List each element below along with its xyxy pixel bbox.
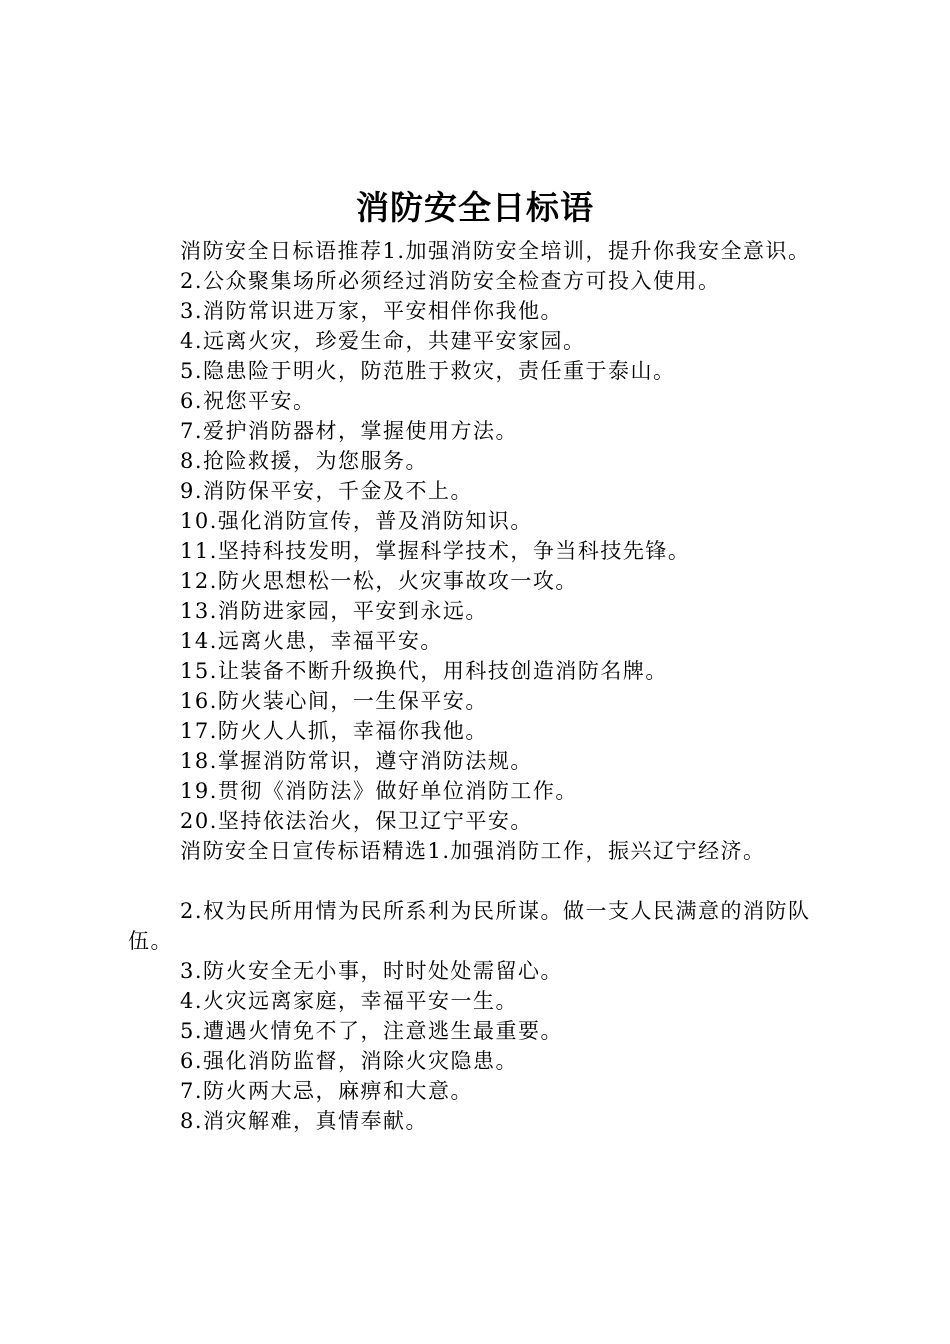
slogan-item: 20.坚持依法治火，保卫辽宁平安。 xyxy=(180,809,533,833)
slogan-item: 3.防火安全无小事，时时处处需留心。 xyxy=(180,959,564,983)
slogan-item: 9.消防保平安，千金及不上。 xyxy=(180,479,474,503)
slogan-item: 4.火灾远离家庭，幸福平安一生。 xyxy=(180,989,519,1013)
slogan-item: 8.抢险救援，为您服务。 xyxy=(180,449,429,473)
slogan-item: 11.坚持科技发明，掌握科学技术，争当科技先锋。 xyxy=(180,539,691,563)
document-body xyxy=(128,236,838,1136)
slogan-item: 4.远离火灾，珍爱生命，共建平安家园。 xyxy=(180,329,586,353)
slogan-item: 18.掌握消防常识，遵守消防法规。 xyxy=(180,749,533,773)
slogan-item: 13.消防进家园，平安到永远。 xyxy=(180,599,488,623)
slogan-item: 6.祝您平安。 xyxy=(180,389,316,413)
document-title: 消防安全日标语 xyxy=(356,188,594,227)
slogan-item: 15.让装备不断升级换代，用科技创造消防名牌。 xyxy=(180,659,668,683)
slogan-item: 17.防火人人抓，幸福你我他。 xyxy=(180,719,488,743)
slogan-item: 7.防火两大忌，麻痹和大意。 xyxy=(180,1079,474,1103)
slogan-item: 6.强化消防监督，消除火灾隐患。 xyxy=(180,1049,519,1073)
section1-intro: 消防安全日标语推荐1.加强消防安全培训，提升你我安全意识。 xyxy=(180,239,811,263)
slogan-item: 16.防火装心间，一生保平安。 xyxy=(180,689,488,713)
slogan-item: 7.爱护消防器材，掌握使用方法。 xyxy=(180,419,519,443)
slogan-item: 8.消灾解难，真情奉献。 xyxy=(180,1109,429,1133)
paragraph-gap xyxy=(128,866,838,896)
slogan-item: 2.公众聚集场所必须经过消防安全检查方可投入使用。 xyxy=(180,269,721,293)
slogan-item: 10.强化消防宣传，普及消防知识。 xyxy=(180,509,533,533)
slogan-item: 3.消防常识进万家，平安相伴你我他。 xyxy=(180,299,564,323)
slogan-item: 5.遭遇火情免不了，注意逃生最重要。 xyxy=(180,1019,564,1043)
slogan-item: 19.贯彻《消防法》做好单位消防工作。 xyxy=(180,779,578,803)
slogan-item: 5.隐患险于明火，防范胜于救灾，责任重于泰山。 xyxy=(180,359,676,383)
slogan-item: 12.防火思想松一松，火灾事故攻一攻。 xyxy=(180,569,578,593)
slogan-item: 2.权为民所用情为民所系利为民所谋。做一支人民满意的消防队伍。 xyxy=(128,899,811,953)
slogan-item: 14.远离火患，幸福平安。 xyxy=(180,629,443,653)
section2-intro: 消防安全日宣传标语精选1.加强消防工作，振兴辽宁经济。 xyxy=(180,839,766,863)
